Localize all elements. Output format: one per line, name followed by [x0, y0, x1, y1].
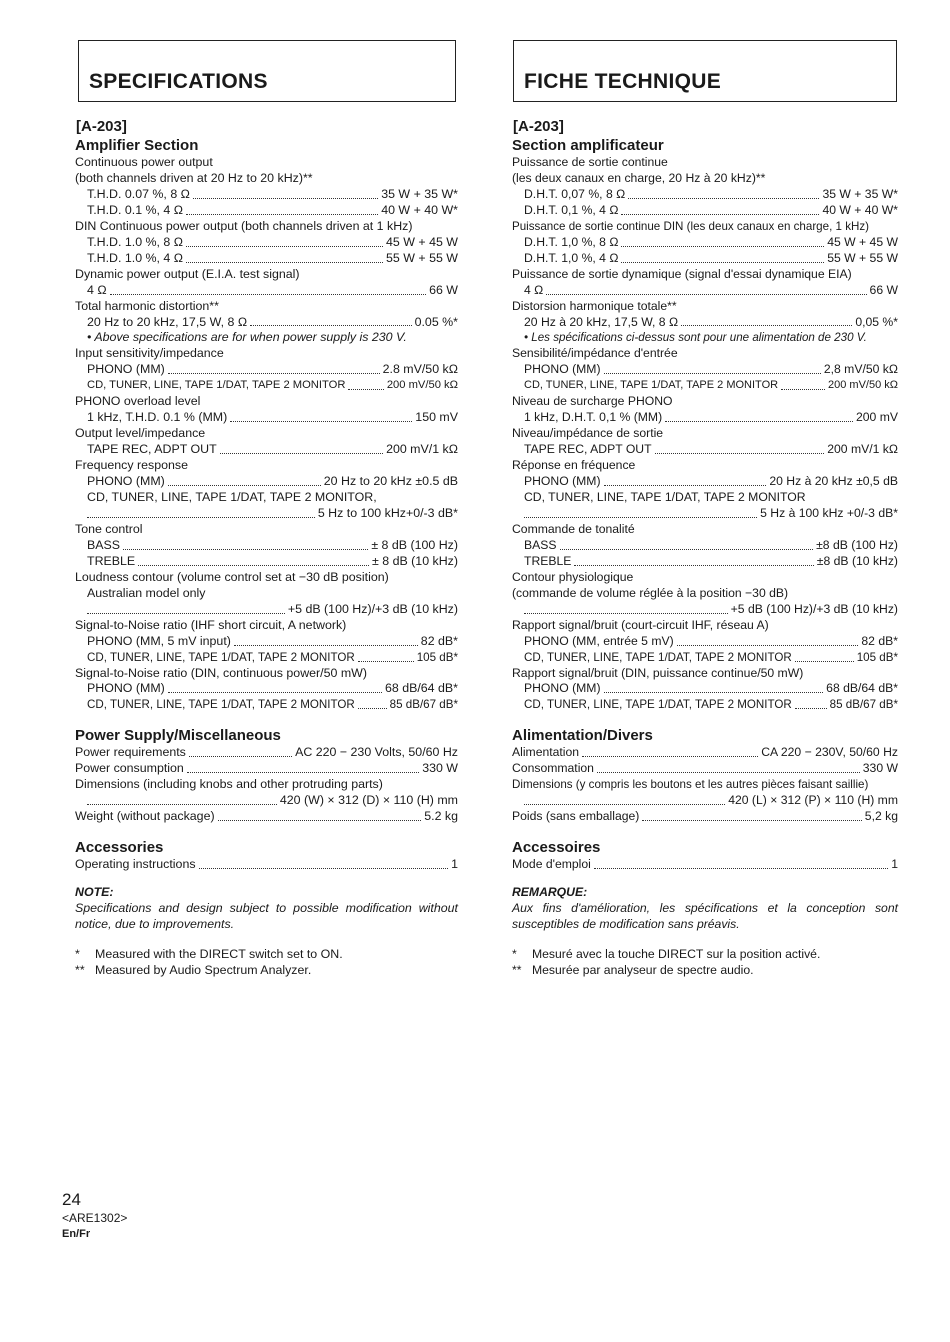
spec-row: D.H.T. 1,0 %, 8 Ω 45 W + 45 W: [524, 234, 898, 249]
spec-heading: Dimensions (y compris les boutons et les autres pièces faisant saillie): [512, 778, 869, 792]
spec-row: CD, TUNER, LINE, TAPE 1/DAT, TAPE 2 MONITOR 85 dB/67 dB*: [524, 698, 898, 712]
spec-row: 4 Ω 66 W: [524, 282, 898, 297]
spec-heading: Input sensitivity/impedance: [75, 346, 224, 361]
spec-heading: Sensibilité/impédance d'entrée: [512, 346, 678, 361]
spec-row: TREBLE ± 8 dB (10 kHz): [87, 553, 458, 568]
spec-row: PHONO (MM) 2,8 mV/50 kΩ: [524, 362, 898, 377]
spec-heading: Output level/impedance: [75, 426, 206, 441]
spec-heading: Total harmonic distortion**: [75, 298, 219, 313]
model-number: [A-203]: [76, 118, 127, 135]
spec-row: PHONO (MM) 68 dB/64 dB*: [524, 681, 898, 696]
power-note: • Les spécifications ci-dessus sont pour une alimentation de 230 V.: [524, 331, 867, 345]
spec-row: 5 Hz to 100 kHz+0/-3 dB*: [75, 506, 458, 522]
spec-row: Operating instructions 1: [75, 857, 458, 872]
spec-heading: Rapport signal/bruit (court-circuit IHF, réseau A): [512, 617, 769, 632]
document-code: <ARE1302>: [62, 1211, 128, 1225]
spec-row: 20 Hz to 20 kHz, 17,5 W, 8 Ω 0.05 %*: [87, 314, 458, 329]
spec-heading: Niveau/impédance de sortie: [512, 426, 664, 441]
note-title: NOTE:: [75, 885, 114, 900]
spec-subheading: (commande de volume réglée à la position −30 dB): [512, 585, 789, 600]
spec-heading: Puissance de sortie continue: [512, 155, 668, 169]
section-heading-amplifier: Amplifier Section: [75, 137, 199, 154]
spec-row: CD, TUNER, LINE, TAPE 1/DAT, TAPE 2 MONITOR 200 mV/50 kΩ: [524, 379, 898, 392]
spec-heading: Commande de tonalité: [512, 521, 635, 536]
section-heading-amplifier: Section amplificateur: [512, 137, 664, 154]
spec-heading: Réponse en fréquence: [512, 458, 636, 473]
note-body: Aux fins d'amélioration, les spécifications et la conception sont susceptibles de modification sans préavis.: [512, 901, 898, 931]
note-body: Specifications and design subject to possible modification without notice, due to improvements.: [75, 901, 458, 931]
spec-row: 20 Hz à 20 kHz, 17,5 W, 8 Ω 0,05 %*: [524, 314, 898, 329]
spec-heading: Contour physiologique: [512, 569, 634, 584]
spec-row: CD, TUNER, LINE, TAPE 1/DAT, TAPE 2 MONITOR 105 dB*: [87, 650, 458, 664]
spec-heading: DIN Continuous power output (both channels driven at 1 kHz): [75, 218, 413, 233]
spec-row: D.H.T. 0,07 %, 8 Ω 35 W + 35 W*: [524, 186, 898, 201]
spec-row: BASS ±8 dB (100 Hz): [524, 537, 898, 552]
spec-row: TAPE REC, ADPT OUT 200 mV/1 kΩ: [524, 442, 898, 457]
spec-row: T.H.D. 0.07 %, 8 Ω 35 W + 35 W*: [87, 186, 458, 201]
spec-row: T.H.D. 1.0 %, 8 Ω 45 W + 45 W: [87, 234, 458, 249]
model-number: [A-203]: [513, 118, 564, 135]
spec-row: +5 dB (100 Hz)/+3 dB (10 kHz): [512, 602, 898, 618]
spec-row: PHONO (MM) 2.8 mV/50 kΩ: [87, 362, 458, 377]
spec-heading: Distorsion harmonique totale**: [512, 298, 677, 313]
language-code: En/Fr: [62, 1228, 91, 1240]
footnote: * Measured with the DIRECT switch set to ON.: [75, 946, 343, 961]
footnote: ** Measured by Audio Spectrum Analyzer.: [75, 962, 312, 977]
spec-row: D.H.T. 1,0 %, 4 Ω 55 W + 55 W: [524, 250, 898, 265]
footnote: ** Mesurée par analyseur de spectre audio.: [512, 962, 754, 977]
spec-row: Mode d'emploi 1: [512, 857, 898, 872]
spec-heading: Dimensions (including knobs and other protruding parts): [75, 777, 383, 792]
spec-row: PHONO (MM) 20 Hz to 20 kHz ±0.5 dB: [87, 474, 458, 489]
footnotes: [512, 947, 898, 979]
spec-row: PHONO (MM) 68 dB/64 dB*: [87, 681, 458, 696]
spec-heading: Puissance de sortie continue DIN (les deux canaux en charge, 1 kHz): [512, 219, 870, 233]
spec-row: 4 Ω 66 W: [87, 282, 458, 297]
spec-row: Consommation 330 W: [512, 761, 898, 776]
section-heading-power: Alimentation/Divers: [512, 727, 653, 745]
spec-row: Weight (without package) 5.2 kg: [75, 809, 458, 824]
spec-heading: Signal-to-Noise ratio (IHF short circuit, A network): [75, 617, 347, 632]
spec-row: +5 dB (100 Hz)/+3 dB (10 kHz): [75, 602, 458, 618]
spec-row: D.H.T. 0,1 %, 4 Ω 40 W + 40 W*: [524, 202, 898, 217]
page-title: FICHE TECHNIQUE: [524, 70, 722, 93]
page-title: SPECIFICATIONS: [89, 70, 268, 93]
spec-row: CD, TUNER, LINE, TAPE 1/DAT, TAPE 2 MONITOR 105 dB*: [524, 650, 898, 664]
spec-row: PHONO (MM, 5 mV input) 82 dB*: [87, 633, 458, 648]
spec-subheading: Australian model only: [87, 585, 206, 600]
spec-row: Power requirements AC 220 − 230 Volts, 50/60 Hz: [75, 745, 458, 760]
spec-heading: Niveau de surcharge PHONO: [512, 394, 673, 409]
spec-content: [75, 137, 458, 979]
spec-row: Power consumption 330 W: [75, 761, 458, 776]
spec-subheading: (both channels driven at 20 Hz to 20 kHz)**: [75, 170, 313, 185]
spec-row: TREBLE ±8 dB (10 kHz): [524, 553, 898, 568]
page-footer: [62, 1190, 127, 1242]
spec-row: 1 kHz, T.H.D. 0.1 % (MM) 150 mV: [87, 410, 458, 425]
section-heading-accessories: Accessories: [75, 839, 164, 857]
spec-subheading: CD, TUNER, LINE, TAPE 1/DAT, TAPE 2 MONITOR: [524, 490, 806, 505]
section-heading-accessories: Accessoires: [512, 839, 601, 857]
spec-heading: Rapport signal/bruit (DIN, puissance continue/50 mW): [512, 665, 804, 680]
power-note: • Above specifications are for when power supply is 230 V.: [87, 330, 407, 345]
spec-row: 5 Hz à 100 kHz +0/-3 dB*: [512, 506, 898, 522]
spec-row: PHONO (MM) 20 Hz à 20 kHz ±0,5 dB: [524, 474, 898, 489]
note-title: REMARQUE:: [512, 885, 588, 900]
spec-row: 420 (L) × 312 (P) × 110 (H) mm: [512, 793, 898, 809]
spec-row: T.H.D. 0.1 %, 4 Ω 40 W + 40 W*: [87, 202, 458, 217]
spec-row: CD, TUNER, LINE, TAPE 1/DAT, TAPE 2 MONITOR 200 mV/50 kΩ: [87, 379, 458, 392]
footnotes: [75, 947, 458, 979]
spec-heading: Tone control: [75, 521, 143, 536]
spec-subheading: CD, TUNER, LINE, TAPE 1/DAT, TAPE 2 MONITOR,: [87, 490, 377, 505]
spec-row: BASS ± 8 dB (100 Hz): [87, 537, 458, 552]
spec-heading: Signal-to-Noise ratio (DIN, continuous power/50 mW): [75, 665, 367, 680]
section-heading-power: Power Supply/Miscellaneous: [75, 727, 281, 745]
spec-row: T.H.D. 1.0 %, 4 Ω 55 W + 55 W: [87, 250, 458, 265]
spec-row: TAPE REC, ADPT OUT 200 mV/1 kΩ: [87, 442, 458, 457]
spec-content: [512, 137, 898, 979]
spec-row: PHONO (MM, entrée 5 mV) 82 dB*: [524, 633, 898, 648]
spec-heading: Puissance de sortie dynamique (signal d'essai dynamique EIA): [512, 266, 852, 281]
page-number: 24: [62, 1190, 81, 1209]
title-box: [513, 40, 897, 102]
spec-row: CD, TUNER, LINE, TAPE 1/DAT, TAPE 2 MONITOR 85 dB/67 dB*: [87, 698, 458, 712]
spec-heading: PHONO overload level: [75, 394, 201, 409]
spec-heading: Dynamic power output (E.I.A. test signal): [75, 266, 300, 281]
spec-heading: Loudness contour (volume control set at −30 dB position): [75, 569, 389, 584]
title-box: [78, 40, 456, 102]
spec-heading: Continuous power output: [75, 155, 213, 169]
footnote: * Mesuré avec la touche DIRECT sur la position activé.: [512, 946, 821, 961]
spec-subheading: (les deux canaux en charge, 20 Hz à 20 kHz)**: [512, 170, 766, 185]
spec-row: 1 kHz, D.H.T. 0,1 % (MM) 200 mV: [524, 410, 898, 425]
spec-heading: Frequency response: [75, 458, 188, 473]
spec-row: Poids (sans emballage) 5,2 kg: [512, 809, 898, 824]
spec-row: 420 (W) × 312 (D) × 110 (H) mm: [75, 793, 458, 809]
spec-row: Alimentation CA 220 − 230V, 50/60 Hz: [512, 745, 898, 760]
